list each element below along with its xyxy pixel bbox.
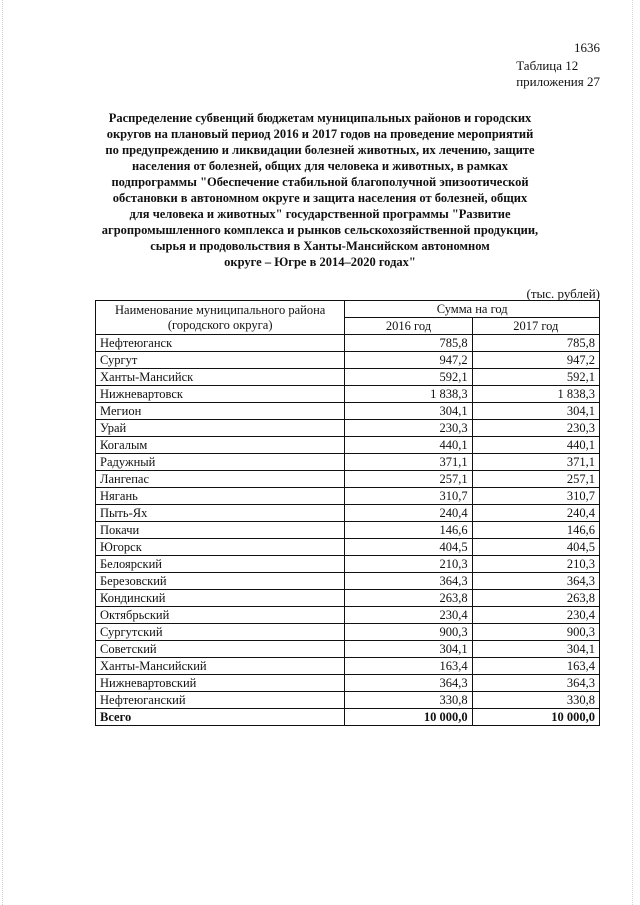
table-row xyxy=(96,675,600,692)
scan-edge-right xyxy=(632,0,634,905)
table-row xyxy=(96,369,600,386)
table-row xyxy=(96,624,600,641)
header-municipality-line1: Наименование муниципального района xyxy=(115,302,326,317)
table-body xyxy=(96,335,600,726)
page-number: 1636 xyxy=(574,40,600,55)
header-year-2017: 2017 год xyxy=(472,318,599,335)
municipality-cell: Радужный xyxy=(96,454,345,471)
municipality-cell: Нижневартовск xyxy=(96,386,345,403)
table-row xyxy=(96,488,600,505)
value-2016-cell: 146,6 xyxy=(345,522,472,539)
value-2017-cell: 263,8 xyxy=(472,590,599,607)
value-2016-cell: 592,1 xyxy=(345,369,472,386)
value-2017-cell: 364,3 xyxy=(472,573,599,590)
value-2017-cell: 947,2 xyxy=(472,352,599,369)
municipality-cell: Нефтеюганский xyxy=(96,692,345,709)
value-2017-cell: 257,1 xyxy=(472,471,599,488)
table-header-row xyxy=(96,301,600,318)
subvention-table xyxy=(95,300,600,726)
table-row xyxy=(96,437,600,454)
value-2016-cell: 371,1 xyxy=(345,454,472,471)
value-2016-cell: 900,3 xyxy=(345,624,472,641)
table-row xyxy=(96,505,600,522)
value-2017-cell: 163,4 xyxy=(472,658,599,675)
title-line: населения от болезней, общих для человека и животных, в рамках xyxy=(131,159,508,173)
title-line: по предупреждению и ликвидации болезней животных, их лечению, защите xyxy=(105,143,535,157)
header-municipality xyxy=(96,301,345,335)
value-2017-cell: 404,5 xyxy=(472,539,599,556)
value-2016-cell: 330,8 xyxy=(345,692,472,709)
value-2017-cell: 310,7 xyxy=(472,488,599,505)
value-2017-cell: 240,4 xyxy=(472,505,599,522)
municipality-cell: Нижневартовский xyxy=(96,675,345,692)
value-2016-cell: 240,4 xyxy=(345,505,472,522)
value-2017-cell: 900,3 xyxy=(472,624,599,641)
value-2017-cell: 785,8 xyxy=(472,335,599,352)
value-2017-cell: 304,1 xyxy=(472,641,599,658)
table-row xyxy=(96,471,600,488)
value-2016-cell: 210,3 xyxy=(345,556,472,573)
value-2016-cell: 785,8 xyxy=(345,335,472,352)
municipality-cell: Советский xyxy=(96,641,345,658)
table-row xyxy=(96,386,600,403)
table-row xyxy=(96,692,600,709)
value-2016-cell: 947,2 xyxy=(345,352,472,369)
municipality-cell: Сургут xyxy=(96,352,345,369)
municipality-cell: Ханты-Мансийский xyxy=(96,658,345,675)
municipality-cell: Пыть-Ях xyxy=(96,505,345,522)
value-2017-cell: 1 838,3 xyxy=(472,386,599,403)
municipality-cell: Мегион xyxy=(96,403,345,420)
value-2017-cell: 330,8 xyxy=(472,692,599,709)
municipality-cell: Урай xyxy=(96,420,345,437)
municipality-cell: Лангепас xyxy=(96,471,345,488)
municipality-cell: Нягань xyxy=(96,488,345,505)
table-row xyxy=(96,658,600,675)
value-2017-cell: 592,1 xyxy=(472,369,599,386)
table-row xyxy=(96,454,600,471)
value-2016-cell: 364,3 xyxy=(345,573,472,590)
value-2016-cell: 263,8 xyxy=(345,590,472,607)
title-line: для человека и животных" государственной программы "Развитие xyxy=(129,207,511,221)
value-2017-cell: 440,1 xyxy=(472,437,599,454)
table-row xyxy=(96,522,600,539)
table-row xyxy=(96,590,600,607)
municipality-cell: Югорск xyxy=(96,539,345,556)
table-row xyxy=(96,573,600,590)
municipality-cell: Кондинский xyxy=(96,590,345,607)
table-row xyxy=(96,607,600,624)
table-row xyxy=(96,556,600,573)
value-2017-cell: 371,1 xyxy=(472,454,599,471)
title-line: агропромышленного комплекса и рынков сельскохозяйственной продукции, xyxy=(101,223,539,237)
value-2016-cell: 440,1 xyxy=(345,437,472,454)
title-line: сырья и продовольствия в Ханты-Мансийском автономном xyxy=(150,239,490,253)
municipality-cell: Сургутский xyxy=(96,624,345,641)
value-2016-cell: 304,1 xyxy=(345,641,472,658)
value-2017-cell: 230,4 xyxy=(472,607,599,624)
table-row xyxy=(96,641,600,658)
value-2016-cell: 163,4 xyxy=(345,658,472,675)
value-2017-cell: 364,3 xyxy=(472,675,599,692)
table-row xyxy=(96,403,600,420)
table-row xyxy=(96,539,600,556)
total-2016-cell: 10 000,0 xyxy=(345,709,472,726)
value-2016-cell: 1 838,3 xyxy=(345,386,472,403)
total-label-cell: Всего xyxy=(96,709,345,726)
value-2016-cell: 364,3 xyxy=(345,675,472,692)
title-line: округе – Югре в 2014–2020 годах" xyxy=(224,255,416,269)
appendix-label: приложения 27 xyxy=(516,74,600,89)
units-label: (тыс. рублей) xyxy=(526,286,600,301)
municipality-cell: Белоярский xyxy=(96,556,345,573)
title-line: обстановки в автономном округе и защита населения от болезней, общих xyxy=(112,191,528,205)
value-2016-cell: 310,7 xyxy=(345,488,472,505)
total-2017-cell: 10 000,0 xyxy=(472,709,599,726)
municipality-cell: Октябрьский xyxy=(96,607,345,624)
header-sum: Сумма на год xyxy=(345,301,600,318)
municipality-cell: Березовский xyxy=(96,573,345,590)
table-row xyxy=(96,352,600,369)
municipality-cell: Ханты-Мансийск xyxy=(96,369,345,386)
table-reference xyxy=(516,58,600,90)
title-line: подпрограммы "Обеспечение стабильной благополучной эпизоотической xyxy=(111,175,529,189)
municipality-cell: Нефтеюганск xyxy=(96,335,345,352)
table-label: Таблица 12 xyxy=(516,58,579,73)
value-2016-cell: 304,1 xyxy=(345,403,472,420)
value-2017-cell: 230,3 xyxy=(472,420,599,437)
table-total-row xyxy=(96,709,600,726)
municipality-cell: Когалым xyxy=(96,437,345,454)
title-line: округов на плановый период 2016 и 2017 годов на проведение мероприятий xyxy=(106,127,534,141)
value-2016-cell: 230,4 xyxy=(345,607,472,624)
header-year-2016: 2016 год xyxy=(345,318,472,335)
value-2017-cell: 210,3 xyxy=(472,556,599,573)
header-municipality-line2: (городского округа) xyxy=(167,317,273,332)
table-row xyxy=(96,335,600,352)
scan-edge-left xyxy=(2,0,4,905)
value-2016-cell: 404,5 xyxy=(345,539,472,556)
value-2016-cell: 230,3 xyxy=(345,420,472,437)
document-title xyxy=(95,110,545,270)
municipality-cell: Покачи xyxy=(96,522,345,539)
value-2017-cell: 304,1 xyxy=(472,403,599,420)
table-row xyxy=(96,420,600,437)
title-line: Распределение субвенций бюджетам муниципальных районов и городских xyxy=(108,111,532,125)
value-2016-cell: 257,1 xyxy=(345,471,472,488)
value-2017-cell: 146,6 xyxy=(472,522,599,539)
